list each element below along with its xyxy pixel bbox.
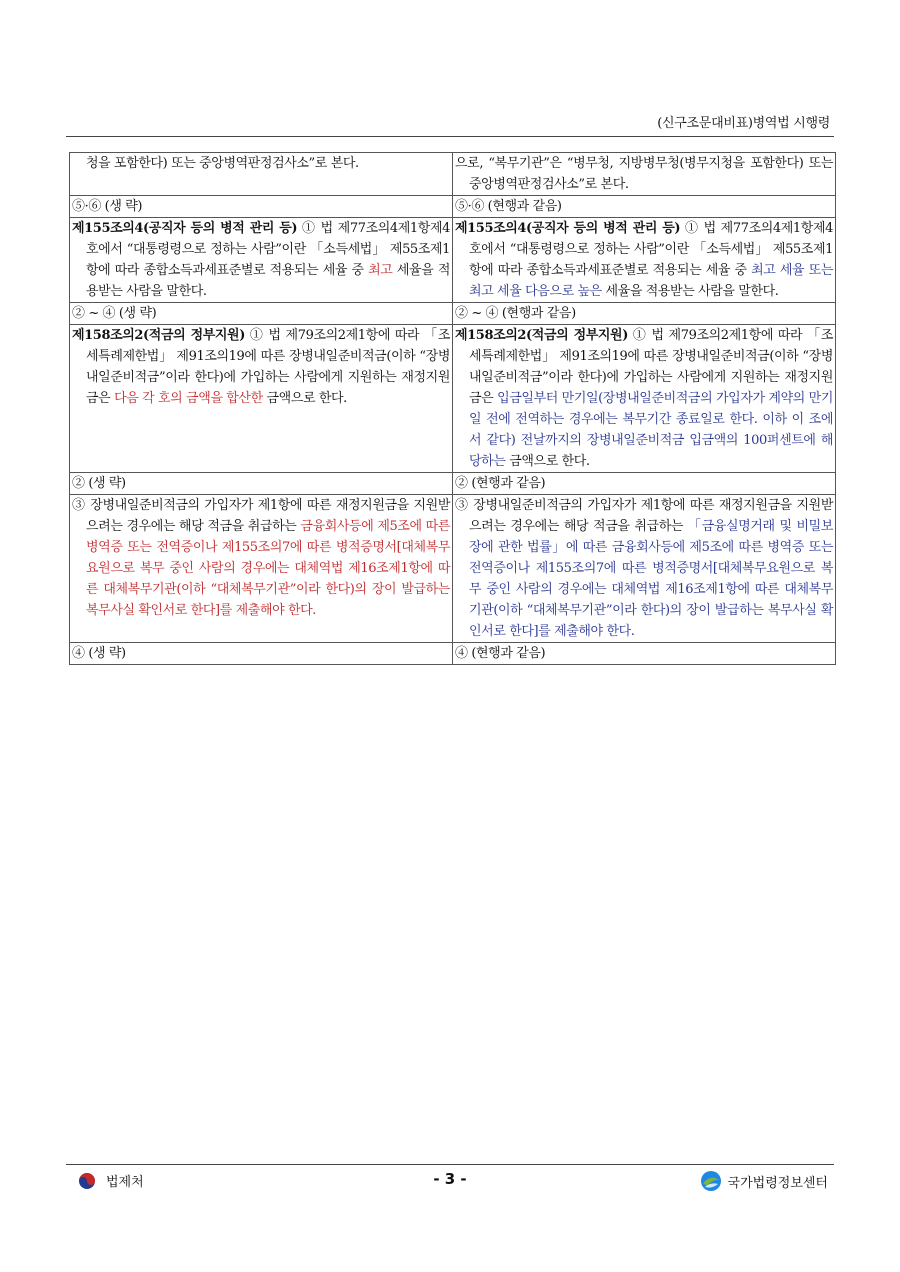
table-row xyxy=(70,196,836,218)
globe-logo-icon xyxy=(700,1170,722,1192)
new-text-cell xyxy=(453,643,836,665)
footer-left-org: 법제처 xyxy=(106,1175,144,1190)
article-text: 세율을 적용받는 사람을 말한다. xyxy=(601,284,779,299)
comparison-table xyxy=(69,152,836,665)
old-text-continuation: 청을 포함한다) 또는 중앙병역판정검사소”로 본다. xyxy=(86,156,359,171)
table-row xyxy=(70,218,836,303)
old-text-cell xyxy=(70,196,453,218)
old-text-cell xyxy=(70,495,453,643)
old-paragraph-omitted: ⑤·⑥ (생 략) xyxy=(72,199,143,214)
new-article-155-4 xyxy=(455,218,833,302)
deleted-text: 최고 xyxy=(368,263,393,278)
new-text-continuation: 으로, “복무기관”은 “병무청, 지방병무청(병무지청을 포함한다) 또는 중앙병역판정검사소”로 본다. xyxy=(455,156,833,192)
old-paragraph-omitted: ② ~ ④ (생 략) xyxy=(72,306,157,321)
article-text: ① 법 제79조의2제1항에 따라 「조세특례제한법」 제91조의19에 따른 장병내일준비적금(이하 “장병내일준비적금”이라 한다)에 가입하는 사람에게 지원하는 재정지원금은 xyxy=(469,328,833,406)
table-row xyxy=(70,495,836,643)
old-text-cell xyxy=(70,218,453,303)
new-paragraph-same: ② (현행과 같음) xyxy=(455,476,546,491)
new-text-cell xyxy=(453,303,836,325)
article-text: ① 법 제79조의2제1항에 따라 「조세특례제한법」 제91조의19에 따른 장병내일준비적금(이하 “장병내일준비적금”이라 한다)에 가입하는 사람에게 지원하는 재정지원금은 xyxy=(86,328,450,406)
old-article-158-2 xyxy=(72,325,450,409)
old-text-cell xyxy=(70,643,453,665)
new-text-cell xyxy=(453,473,836,495)
deleted-text: 금융회사등에 제5조에 따른 병역증 또는 전역증이나 제155조의7에 따른 병적증명서[대체복무요원으로 복무 중인 사람의 경우에는 대체역법 제16조제1항에 따른 대체복무기관(이하 “대체복무기관”이라 한다)의 장이 발급하는 복무사실 확인서로 한다]를 제출해야 한다. xyxy=(86,519,450,618)
new-text-cell xyxy=(453,325,836,473)
paragraph-text: ③ 장병내일준비적금의 가입자가 제1항에 따른 재정지원금을 지원받으려는 경우에는 해당 적금을 취급하는 xyxy=(455,498,833,534)
article-title: 제158조의2(적금의 정부지원) xyxy=(455,328,628,343)
old-paragraph-3 xyxy=(72,495,450,621)
new-paragraph-3 xyxy=(455,495,833,642)
footer-right xyxy=(700,1170,828,1192)
article-text: ① 법 제77조의4제1항제4호에서 “대통령령으로 정하는 사람”이란 「소득세법」 제55조제1항에 따라 종합소득과세표준별로 적용되는 세율 중 xyxy=(469,221,833,278)
new-article-158-2 xyxy=(455,325,833,472)
table-row xyxy=(70,643,836,665)
old-article-155-4 xyxy=(72,218,450,302)
new-paragraph-same: ④ (현행과 같음) xyxy=(455,646,546,661)
table-row xyxy=(70,325,836,473)
header-divider xyxy=(66,136,834,137)
deleted-text: 다음 각 호의 금액을 합산한 xyxy=(114,391,263,406)
old-paragraph-omitted: ② (생 략) xyxy=(72,476,126,491)
article-title: 제155조의4(공직자 등의 병적 관리 등) xyxy=(72,221,298,236)
old-text-cell xyxy=(70,153,453,196)
paragraph-text: ③ 장병내일준비적금의 가입자가 제1항에 따른 재정지원금을 지원받으려는 경우에는 해당 적금을 취급하는 xyxy=(72,498,450,534)
new-text-cell xyxy=(453,495,836,643)
article-title: 제155조의4(공직자 등의 병적 관리 등) xyxy=(455,221,681,236)
article-text: ① 법 제77조의4제1항제4호에서 “대통령령으로 정하는 사람”이란 「소득세법」 제55조제1항에 따라 종합소득과세표준별로 적용되는 세율 중 xyxy=(86,221,450,278)
page-header-title: (신구조문대비표)병역법 시행령 xyxy=(657,116,830,131)
footer-divider xyxy=(66,1164,834,1165)
article-text: 세율을 적용받는 사람을 말한다. xyxy=(86,263,450,299)
table-row xyxy=(70,303,836,325)
table-row xyxy=(70,473,836,495)
amended-text: 최고 세율 또는 최고 세율 다음으로 높은 xyxy=(469,263,833,299)
article-title: 제158조의2(적금의 정부지원) xyxy=(72,328,245,343)
table-row xyxy=(70,153,836,196)
new-paragraph-same: ⑤·⑥ (현행과 같음) xyxy=(455,199,562,214)
new-text-cell xyxy=(453,218,836,303)
footer-right-org: 국가법령정보센터 xyxy=(727,1175,828,1191)
old-text-cell xyxy=(70,473,453,495)
new-text-cell xyxy=(453,196,836,218)
old-text-cell xyxy=(70,325,453,473)
amended-text: 입금일부터 만기일(장병내일준비적금의 가입자가 계약의 만기일 전에 전역하는 경우에는 복무기간 종료일로 한다. 이하 이 조에서 같다) 전날까지의 장병내일준비적금 입금액의 100퍼센트에 해당하는 xyxy=(469,391,833,469)
article-text: 금액으로 한다. xyxy=(505,454,590,469)
new-paragraph-same: ② ~ ④ (현행과 같음) xyxy=(455,306,576,321)
page-number: - 3 - xyxy=(433,1170,467,1188)
article-text: 금액으로 한다. xyxy=(262,391,347,406)
new-text-cell xyxy=(453,153,836,196)
old-text-cell xyxy=(70,303,453,325)
amended-text: 「금융실명거래 및 비밀보장에 관한 법률」에 따른 금융회사등에 제5조에 따른 병역증 또는 전역증이나 제155조의7에 따른 병적증명서[대체복무요원으로 복무 중인 사람의 경우에는 대체역법 제16조제1항에 따른 대체복무기관(이하 “대체복무기관”이라 한다)의 장이 발급하는 복무사실 확인서로 한다]를 제출해야 한다. xyxy=(469,519,833,639)
old-paragraph-omitted: ④ (생 략) xyxy=(72,646,126,661)
